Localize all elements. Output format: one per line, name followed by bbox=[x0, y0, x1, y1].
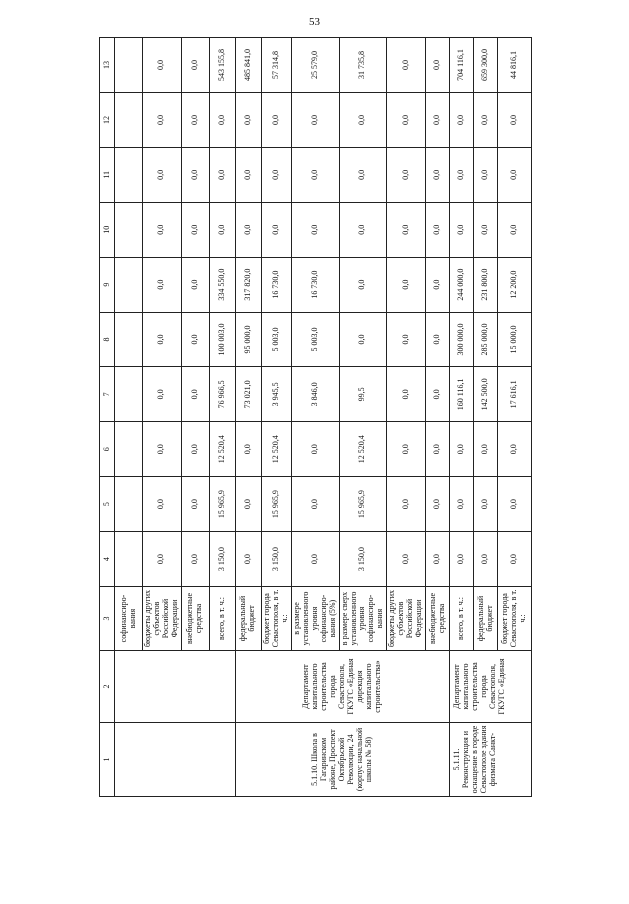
value-cell: 0,0 bbox=[426, 312, 450, 367]
value-cell: 76 966,5 bbox=[209, 367, 235, 422]
column-number-cell: 5 bbox=[100, 477, 115, 532]
value-cell: 0,0 bbox=[181, 477, 209, 532]
table-row bbox=[450, 38, 474, 797]
column-number-cell: 2 bbox=[100, 651, 115, 723]
executor-cell: Департамент капитального строительства города Севастополя, ГКУГС «Единая дирекция капитального строительства» bbox=[235, 651, 449, 723]
value-cell: 12 520,4 bbox=[339, 422, 387, 477]
value-cell: 0,0 bbox=[181, 202, 209, 257]
value-cell: 0,0 bbox=[387, 422, 426, 477]
page-number: 53 bbox=[309, 16, 320, 28]
funding-source-cell: бюджет города Севастополя, в т. ч.: bbox=[261, 587, 291, 651]
value-cell: 0,0 bbox=[426, 477, 450, 532]
value-cell: 317 820,0 bbox=[235, 257, 261, 312]
value-cell: 0,0 bbox=[387, 312, 426, 367]
item-name-cell: 5.1.11. Реконструкция и оснащение в городе Севастополе здания физмата Санкт- bbox=[450, 723, 532, 797]
value-cell: 0,0 bbox=[291, 202, 339, 257]
value-cell: 0,0 bbox=[143, 147, 182, 202]
value-cell: 16 730,0 bbox=[291, 257, 339, 312]
value-cell: 0,0 bbox=[474, 202, 498, 257]
value-cell: 0,0 bbox=[181, 38, 209, 93]
value-cell: 15 965,9 bbox=[261, 477, 291, 532]
executor-cell: Департамент капитального строительства города Севастополя, ГКУГС «Единая bbox=[450, 651, 532, 723]
column-number-cell: 9 bbox=[100, 257, 115, 312]
value-cell: 12 520,4 bbox=[261, 422, 291, 477]
value-cell: 0,0 bbox=[387, 38, 426, 93]
column-number-cell: 10 bbox=[100, 202, 115, 257]
value-cell: 0,0 bbox=[261, 147, 291, 202]
value-cell bbox=[115, 477, 143, 532]
value-cell: 0,0 bbox=[498, 532, 532, 587]
table-row bbox=[235, 38, 261, 797]
value-cell: 0,0 bbox=[143, 38, 182, 93]
funding-source-cell: всего, в т. ч.: bbox=[450, 587, 474, 651]
value-cell: 704 116,1 bbox=[450, 38, 474, 93]
value-cell: 0,0 bbox=[426, 38, 450, 93]
item-name-cell: 5.1.10. Школа в Гагаринском районе, Проспект Октябрьской Революции, 24 (корпус начальной школы № 58) bbox=[235, 723, 449, 797]
value-cell bbox=[115, 38, 143, 93]
funding-source-cell: бюджет города Севастополя, в т. ч.: bbox=[498, 587, 532, 651]
value-cell: 543 155,8 bbox=[209, 38, 235, 93]
column-number-cell: 4 bbox=[100, 532, 115, 587]
value-cell: 0,0 bbox=[143, 202, 182, 257]
column-number-cell: 6 bbox=[100, 422, 115, 477]
value-cell: 31 735,8 bbox=[339, 38, 387, 93]
value-cell: 12 200,0 bbox=[498, 257, 532, 312]
value-cell: 0,0 bbox=[426, 532, 450, 587]
value-cell: 3 846,0 bbox=[291, 367, 339, 422]
value-cell: 0,0 bbox=[450, 147, 474, 202]
value-cell: 142 500,0 bbox=[474, 367, 498, 422]
value-cell: 0,0 bbox=[387, 147, 426, 202]
value-cell: 99,5 bbox=[339, 367, 387, 422]
value-cell: 12 520,4 bbox=[209, 422, 235, 477]
value-cell: 0,0 bbox=[450, 532, 474, 587]
value-cell: 334 550,0 bbox=[209, 257, 235, 312]
column-number-cell: 8 bbox=[100, 312, 115, 367]
value-cell: 0,0 bbox=[498, 147, 532, 202]
value-cell: 0,0 bbox=[143, 257, 182, 312]
value-cell: 73 021,0 bbox=[235, 367, 261, 422]
value-cell bbox=[115, 257, 143, 312]
value-cell: 0,0 bbox=[181, 257, 209, 312]
value-cell bbox=[115, 312, 143, 367]
value-cell: 15 965,9 bbox=[209, 477, 235, 532]
value-cell: 0,0 bbox=[235, 202, 261, 257]
funding-source-cell: внебюджетные средства bbox=[426, 587, 450, 651]
value-cell: 0,0 bbox=[235, 147, 261, 202]
value-cell: 3 150,0 bbox=[209, 532, 235, 587]
value-cell: 3 150,0 bbox=[261, 532, 291, 587]
funding-source-cell: федеральный бюджет bbox=[474, 587, 498, 651]
value-cell: 0,0 bbox=[339, 257, 387, 312]
value-cell: 0,0 bbox=[426, 147, 450, 202]
value-cell: 0,0 bbox=[143, 92, 182, 147]
value-cell: 0,0 bbox=[181, 367, 209, 422]
funding-source-cell: всего, в т. ч.: bbox=[209, 587, 235, 651]
value-cell: 0,0 bbox=[143, 532, 182, 587]
funding-source-cell: в размере установленного уровня софинансиро-вания (5%) bbox=[291, 587, 339, 651]
value-cell: 0,0 bbox=[235, 477, 261, 532]
value-cell: 0,0 bbox=[339, 312, 387, 367]
value-cell: 0,0 bbox=[387, 477, 426, 532]
budget-table bbox=[99, 37, 532, 797]
funding-source-cell: бюджеты других субъектов Российской Федерации bbox=[143, 587, 182, 651]
value-cell: 0,0 bbox=[387, 92, 426, 147]
value-cell: 0,0 bbox=[209, 92, 235, 147]
value-cell: 285 000,0 bbox=[474, 312, 498, 367]
value-cell bbox=[115, 422, 143, 477]
value-cell: 0,0 bbox=[474, 92, 498, 147]
value-cell: 0,0 bbox=[261, 92, 291, 147]
value-cell bbox=[115, 147, 143, 202]
value-cell: 0,0 bbox=[291, 532, 339, 587]
table-row bbox=[115, 38, 143, 797]
column-number-row bbox=[100, 38, 115, 797]
column-number-cell: 13 bbox=[100, 38, 115, 93]
value-cell: 0,0 bbox=[261, 202, 291, 257]
value-cell: 0,0 bbox=[181, 92, 209, 147]
value-cell: 0,0 bbox=[474, 147, 498, 202]
value-cell bbox=[115, 92, 143, 147]
value-cell: 0,0 bbox=[143, 422, 182, 477]
value-cell: 25 579,0 bbox=[291, 38, 339, 93]
value-cell: 44 816,1 bbox=[498, 38, 532, 93]
value-cell: 0,0 bbox=[426, 257, 450, 312]
value-cell: 95 000,0 bbox=[235, 312, 261, 367]
blank-cell bbox=[115, 723, 236, 797]
funding-source-cell: бюджеты других субъектов Российской Федерации bbox=[387, 587, 426, 651]
value-cell: 0,0 bbox=[209, 147, 235, 202]
value-cell: 0,0 bbox=[498, 92, 532, 147]
value-cell: 3 945,5 bbox=[261, 367, 291, 422]
value-cell: 0,0 bbox=[143, 477, 182, 532]
value-cell: 0,0 bbox=[209, 202, 235, 257]
value-cell: 0,0 bbox=[291, 422, 339, 477]
column-number-cell: 11 bbox=[100, 147, 115, 202]
value-cell: 0,0 bbox=[235, 422, 261, 477]
value-cell: 0,0 bbox=[291, 477, 339, 532]
value-cell: 0,0 bbox=[498, 477, 532, 532]
value-cell: 57 314,8 bbox=[261, 38, 291, 93]
value-cell: 300 000,0 bbox=[450, 312, 474, 367]
column-number-cell: 12 bbox=[100, 92, 115, 147]
column-number-cell: 7 bbox=[100, 367, 115, 422]
value-cell: 0,0 bbox=[426, 202, 450, 257]
value-cell: 0,0 bbox=[426, 422, 450, 477]
value-cell: 15 965,9 bbox=[339, 477, 387, 532]
column-number-cell: 3 bbox=[100, 587, 115, 651]
value-cell: 5 003,0 bbox=[291, 312, 339, 367]
blank-cell bbox=[115, 651, 236, 723]
value-cell: 0,0 bbox=[387, 257, 426, 312]
value-cell bbox=[115, 367, 143, 422]
value-cell: 100 003,0 bbox=[209, 312, 235, 367]
value-cell: 0,0 bbox=[339, 92, 387, 147]
value-cell: 160 116,1 bbox=[450, 367, 474, 422]
value-cell: 231 800,0 bbox=[474, 257, 498, 312]
value-cell bbox=[115, 532, 143, 587]
value-cell: 0,0 bbox=[339, 202, 387, 257]
value-cell: 0,0 bbox=[235, 92, 261, 147]
value-cell: 0,0 bbox=[291, 147, 339, 202]
value-cell: 0,0 bbox=[387, 532, 426, 587]
value-cell: 0,0 bbox=[181, 532, 209, 587]
value-cell: 0,0 bbox=[474, 477, 498, 532]
value-cell: 485 841,0 bbox=[235, 38, 261, 93]
value-cell: 0,0 bbox=[450, 422, 474, 477]
value-cell: 0,0 bbox=[387, 367, 426, 422]
value-cell: 0,0 bbox=[450, 202, 474, 257]
value-cell: 0,0 bbox=[235, 532, 261, 587]
value-cell: 0,0 bbox=[474, 532, 498, 587]
column-number-cell: 1 bbox=[100, 723, 115, 797]
value-cell: 0,0 bbox=[181, 312, 209, 367]
value-cell: 0,0 bbox=[498, 422, 532, 477]
funding-source-cell: внебюджетные средства bbox=[181, 587, 209, 651]
value-cell: 0,0 bbox=[450, 92, 474, 147]
value-cell: 0,0 bbox=[181, 422, 209, 477]
value-cell: 5 003,0 bbox=[261, 312, 291, 367]
funding-source-cell: в размере сверх установленного уровня софинансиро-вания bbox=[339, 587, 387, 651]
value-cell: 0,0 bbox=[387, 202, 426, 257]
value-cell: 0,0 bbox=[498, 202, 532, 257]
funding-source-cell: софинансиро-вания bbox=[115, 587, 143, 651]
value-cell bbox=[115, 202, 143, 257]
value-cell: 15 000,0 bbox=[498, 312, 532, 367]
value-cell: 659 300,0 bbox=[474, 38, 498, 93]
value-cell: 0,0 bbox=[426, 92, 450, 147]
value-cell: 0,0 bbox=[474, 422, 498, 477]
value-cell: 0,0 bbox=[450, 477, 474, 532]
value-cell: 0,0 bbox=[426, 367, 450, 422]
value-cell: 16 730,0 bbox=[261, 257, 291, 312]
funding-source-cell: федеральный бюджет bbox=[235, 587, 261, 651]
value-cell: 0,0 bbox=[339, 147, 387, 202]
value-cell: 0,0 bbox=[291, 92, 339, 147]
value-cell: 0,0 bbox=[143, 367, 182, 422]
value-cell: 0,0 bbox=[181, 147, 209, 202]
value-cell: 0,0 bbox=[143, 312, 182, 367]
value-cell: 3 150,0 bbox=[339, 532, 387, 587]
rotated-table-wrapper bbox=[99, 37, 528, 797]
value-cell: 17 616,1 bbox=[498, 367, 532, 422]
value-cell: 244 000,0 bbox=[450, 257, 474, 312]
